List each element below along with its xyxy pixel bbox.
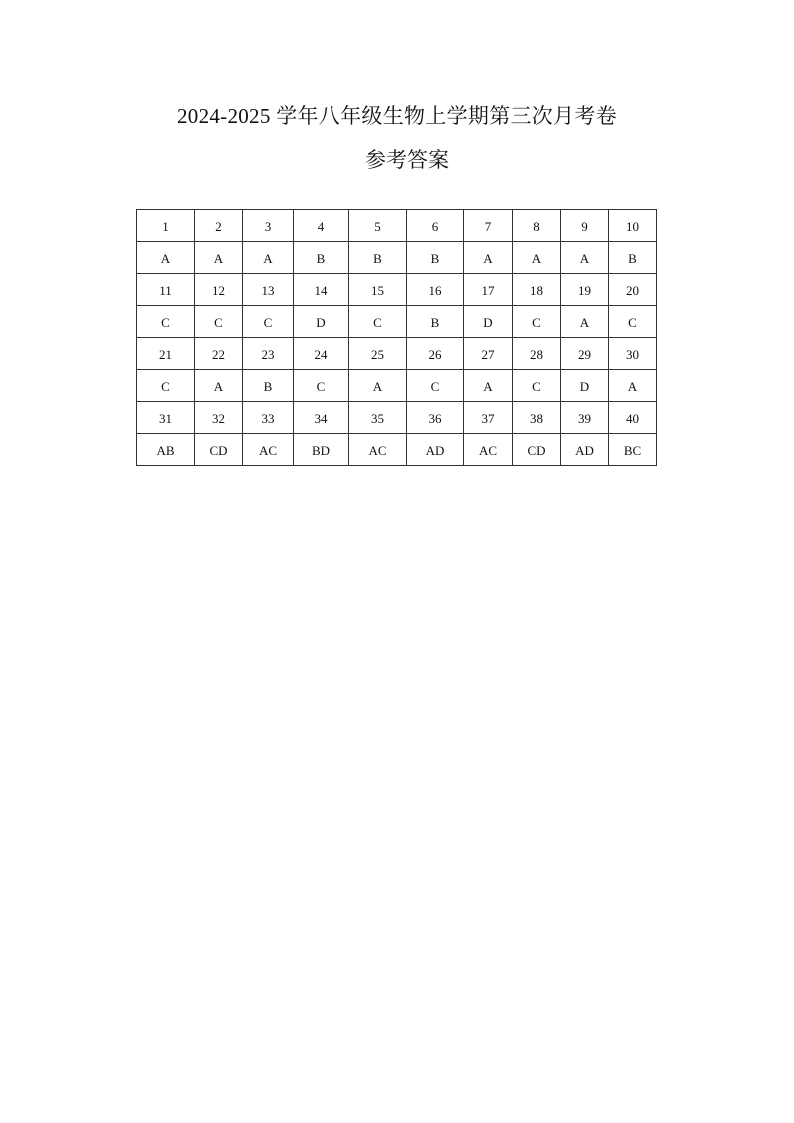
question-number-cell	[407, 210, 464, 242]
question-number-cell	[561, 274, 609, 306]
answer-cell	[349, 306, 407, 338]
answer-cell	[137, 370, 195, 402]
question-number: 32	[212, 410, 225, 426]
question-number-cell	[243, 210, 294, 242]
answer-cell	[464, 434, 513, 466]
question-number-cell	[464, 338, 513, 370]
answer-value: B	[373, 250, 382, 266]
question-number: 25	[371, 346, 384, 362]
answer-table-body	[137, 210, 657, 466]
question-number-cell	[513, 402, 561, 434]
answer-value: C	[532, 378, 541, 394]
question-number-cell	[349, 210, 407, 242]
question-number-cell	[464, 274, 513, 306]
question-number-cell	[561, 338, 609, 370]
question-number: 1	[162, 218, 169, 234]
question-number-row	[137, 210, 657, 242]
question-number: 17	[481, 282, 495, 298]
answer-cell	[243, 370, 294, 402]
question-number: 14	[314, 282, 328, 298]
answer-value: A	[213, 250, 224, 266]
question-number-cell	[464, 210, 513, 242]
answer-value: BD	[311, 442, 331, 458]
question-number: 39	[578, 410, 591, 426]
answer-cell	[609, 306, 657, 338]
answer-cell	[195, 370, 243, 402]
answer-value: C	[532, 314, 541, 330]
answer-value: AB	[156, 442, 175, 458]
answer-cell	[513, 242, 561, 274]
question-number: 23	[261, 346, 275, 362]
answer-cell	[294, 434, 349, 466]
answer-value: AD	[425, 442, 445, 458]
answer-cell	[195, 434, 243, 466]
question-number: 37	[481, 410, 495, 426]
answer-value: A	[531, 250, 542, 266]
answer-value: C	[161, 378, 170, 394]
answer-value: B	[263, 378, 273, 394]
question-number-cell	[609, 402, 657, 434]
answer-value: AC	[368, 442, 387, 458]
question-number: 11	[159, 282, 172, 298]
answer-cell	[561, 434, 609, 466]
answer-cell	[464, 306, 513, 338]
question-number-cell	[195, 274, 243, 306]
answer-value: C	[316, 378, 326, 394]
question-number-cell	[195, 402, 243, 434]
answer-value: A	[372, 378, 383, 394]
question-number: 22	[212, 346, 225, 362]
answer-value: A	[263, 250, 273, 266]
answer-value: A	[579, 314, 590, 330]
answer-cell	[464, 242, 513, 274]
answer-cell	[294, 306, 349, 338]
answer-cell	[513, 306, 561, 338]
document-subtitle: 参考答案	[365, 148, 449, 172]
question-number: 33	[261, 410, 275, 426]
question-number-cell	[349, 338, 407, 370]
answer-row	[137, 242, 657, 274]
question-number-cell	[243, 402, 294, 434]
answer-cell	[243, 434, 294, 466]
answer-cell	[464, 370, 513, 402]
question-number-cell	[609, 274, 657, 306]
answer-cell	[137, 434, 195, 466]
answer-value: B	[430, 250, 440, 266]
question-number: 29	[578, 346, 591, 362]
question-number: 35	[371, 410, 384, 426]
question-number: 21	[159, 346, 172, 362]
answer-value: C	[214, 314, 223, 330]
question-number: 12	[212, 282, 225, 298]
question-number: 10	[626, 218, 639, 234]
answer-value: AC	[478, 442, 498, 458]
answer-value: AC	[258, 442, 278, 458]
answer-cell	[407, 370, 464, 402]
question-number-cell	[407, 402, 464, 434]
answer-cell	[294, 242, 349, 274]
question-number: 2	[215, 218, 222, 234]
answer-cell	[513, 370, 561, 402]
answer-cell	[243, 242, 294, 274]
question-number-cell	[407, 274, 464, 306]
answer-value: B	[316, 250, 326, 266]
answer-cell	[243, 306, 294, 338]
question-number-cell	[609, 210, 657, 242]
answer-value: A	[627, 378, 638, 394]
question-number-cell	[294, 402, 349, 434]
answer-cell	[561, 242, 609, 274]
question-number: 3	[264, 218, 272, 234]
document-title: 2024-2025 学年八年级生物上学期第三次月考卷	[176, 104, 618, 128]
answer-cell	[407, 434, 464, 466]
answer-value: CD	[527, 442, 546, 458]
question-number: 15	[371, 282, 384, 298]
answer-cell	[513, 434, 561, 466]
answer-value: D	[579, 378, 590, 394]
answer-cell	[609, 370, 657, 402]
question-number-cell	[137, 402, 195, 434]
answer-cell	[349, 434, 407, 466]
question-number: 5	[374, 218, 381, 234]
answer-value: A	[213, 378, 224, 394]
answer-cell	[349, 370, 407, 402]
answer-value: D	[316, 314, 326, 330]
question-number-cell	[513, 274, 561, 306]
question-number: 40	[626, 410, 639, 426]
answer-value: BC	[623, 442, 642, 458]
question-number-cell	[294, 274, 349, 306]
question-number: 26	[428, 346, 442, 362]
answer-value: CD	[209, 442, 228, 458]
answer-cell	[137, 242, 195, 274]
answer-value: C	[373, 314, 382, 330]
answer-value: B	[430, 314, 440, 330]
question-number-cell	[137, 338, 195, 370]
answer-value: D	[483, 314, 493, 330]
answer-cell	[561, 370, 609, 402]
question-number-row	[137, 274, 657, 306]
question-number-row	[137, 338, 657, 370]
answer-value: C	[628, 314, 637, 330]
question-number: 34	[314, 410, 328, 426]
question-number-cell	[561, 210, 609, 242]
answer-cell	[349, 242, 407, 274]
answer-cell	[407, 306, 464, 338]
question-number-cell	[513, 210, 561, 242]
question-number-cell	[561, 402, 609, 434]
question-number-cell	[609, 338, 657, 370]
question-number-cell	[407, 338, 464, 370]
question-number: 8	[533, 218, 540, 234]
question-number-cell	[294, 338, 349, 370]
answer-cell	[609, 242, 657, 274]
question-number: 30	[626, 346, 639, 362]
answer-cell	[609, 434, 657, 466]
question-number: 20	[626, 282, 639, 298]
answer-value: AD	[575, 442, 594, 458]
answer-row	[137, 434, 657, 466]
question-number-cell	[137, 210, 195, 242]
question-number: 13	[261, 282, 275, 298]
answer-cell	[294, 370, 349, 402]
question-number-cell	[195, 210, 243, 242]
question-number-cell	[464, 402, 513, 434]
question-number: 7	[484, 218, 492, 234]
question-number: 27	[481, 346, 495, 362]
question-number: 36	[428, 410, 442, 426]
question-number-cell	[243, 274, 294, 306]
question-number: 18	[530, 282, 543, 298]
question-number-cell	[349, 402, 407, 434]
question-number-cell	[243, 338, 294, 370]
answer-row	[137, 370, 657, 402]
question-number: 9	[581, 218, 588, 234]
answer-value: C	[263, 314, 273, 330]
answer-value: B	[628, 250, 637, 266]
question-number-row	[137, 402, 657, 434]
answer-value: A	[483, 250, 493, 266]
question-number-cell	[513, 338, 561, 370]
question-number: 38	[530, 410, 543, 426]
answer-value: A	[483, 378, 493, 394]
question-number: 28	[530, 346, 543, 362]
answer-value: A	[160, 250, 171, 266]
question-number-cell	[195, 338, 243, 370]
answer-cell	[561, 306, 609, 338]
answer-value: C	[161, 314, 170, 330]
question-number-cell	[349, 274, 407, 306]
answer-table	[136, 209, 657, 466]
answer-value: A	[579, 250, 590, 266]
answer-cell	[407, 242, 464, 274]
answer-cell	[137, 306, 195, 338]
question-number: 19	[578, 282, 591, 298]
answer-row	[137, 306, 657, 338]
question-number: 31	[159, 410, 172, 426]
answer-cell	[195, 306, 243, 338]
answer-value: C	[430, 378, 440, 394]
question-number: 16	[428, 282, 442, 298]
answer-cell	[195, 242, 243, 274]
question-number-cell	[137, 274, 195, 306]
question-number: 4	[317, 218, 325, 234]
question-number: 6	[431, 218, 439, 234]
question-number-cell	[294, 210, 349, 242]
question-number: 24	[314, 346, 328, 362]
